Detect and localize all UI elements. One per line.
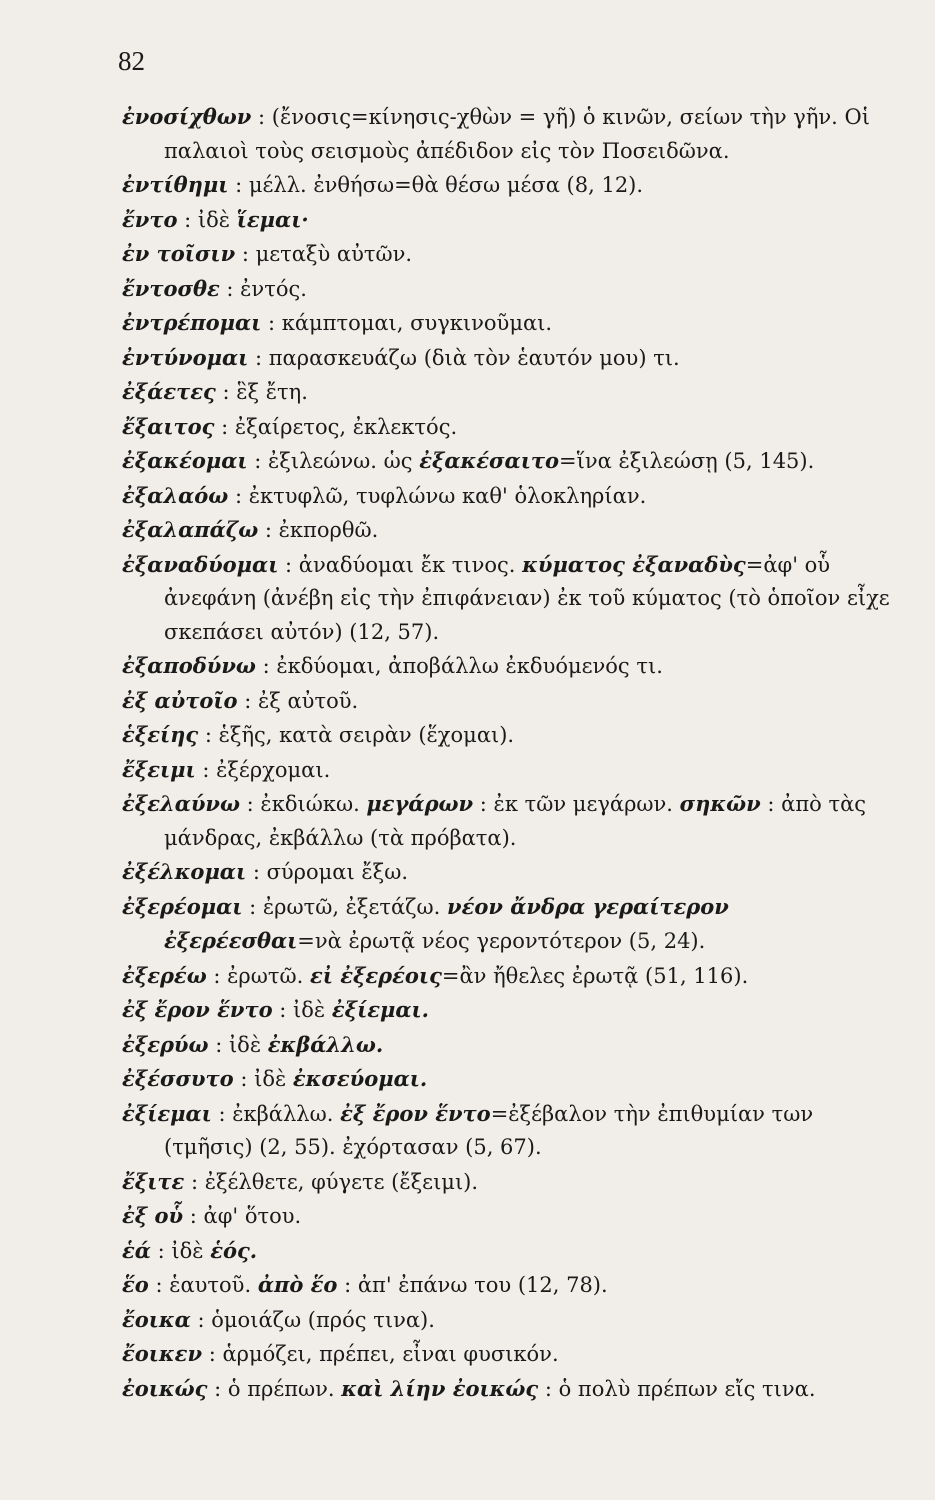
dictionary-entry — [122, 1199, 892, 1234]
dictionary-entry — [122, 959, 892, 994]
entry-headword: ἔοικεν — [122, 1341, 203, 1366]
dictionary-entry — [122, 890, 892, 959]
dictionary-entry — [122, 1062, 892, 1097]
entry-definition: : ἀναδύομαι ἔκ τινος. — [278, 552, 523, 577]
entry-headword: ἐξ ἔρον ἕντο — [122, 997, 273, 1022]
dictionary-entry — [122, 1097, 892, 1165]
entry-headword: ἐοικώς — [122, 1375, 208, 1401]
entry-headword: ἑός. — [210, 1237, 258, 1263]
entry-headword: ἔξιτε — [122, 1168, 185, 1194]
entry-headword: ἐκβάλλω. — [267, 1031, 384, 1057]
dictionary-entry — [122, 237, 892, 272]
entry-definition: : ἀπὸ τὰς μάνδρας, ἐκβάλλω (τὰ πρόβατα). — [164, 792, 867, 850]
dictionary-entry — [122, 1028, 892, 1063]
entry-definition: : κάμπτομαι, συγκινοῦμαι. — [261, 311, 553, 335]
entry-headword: ἐξαναδύομαι — [122, 551, 279, 577]
entry-definition: : ἰδὲ — [272, 998, 332, 1022]
dictionary-entry — [122, 548, 892, 650]
entry-headword: ἐξάετες — [122, 379, 216, 404]
dictionary-entry — [122, 1372, 892, 1407]
entry-definition: =ἀφ' οὗ ἀνεφάνη (ἀνέβη εἰς τὴν ἐπιφάνειαν) ἐκ τοῦ κύματος (τὸ ὁποῖον εἶχε σκεπάσει αὐτόν) (12, 57). — [164, 552, 890, 644]
dictionary-entry — [122, 444, 892, 479]
dictionary-entry — [122, 1165, 892, 1200]
entry-headword: ἐντύνομαι — [122, 344, 249, 370]
entry-definition: : ἰδὲ — [177, 207, 237, 232]
entry-headword: ἐξίεμαι. — [331, 997, 429, 1022]
dictionary-entries — [122, 100, 892, 1406]
entry-headword: κύματος ἐξαναδὺς — [522, 551, 746, 577]
dictionary-entry — [122, 855, 892, 890]
entry-definition: : ἐκδιώκω. — [240, 792, 367, 816]
entry-definition: : ἐξ αὐτοῦ. — [237, 688, 359, 713]
entry-headword: ἐξέσσυτο — [122, 1066, 234, 1091]
entry-headword: ἐξαλαπάζω — [122, 517, 259, 542]
entry-definition: =ἐξέβαλον τὴν ἐπιθυμίαν των (τμῆσις) (2, 55). ἐχόρτασαν (5, 67). — [164, 1101, 814, 1159]
entry-headword: ἐν τοῖσιν — [122, 241, 236, 266]
entry-definition: : μέλλ. ἐνθήσω=θὰ θέσω μέσα (8, 12). — [228, 173, 644, 197]
entry-headword: ἑά — [122, 1237, 151, 1263]
entry-definition: =ἂν ἤθελες ἐρωτᾷ (51, 116). — [441, 963, 749, 988]
entry-headword: ἔξαιτος — [122, 413, 215, 439]
entry-headword: ἔντοσθε — [122, 275, 220, 301]
dictionary-entry — [122, 479, 892, 514]
dictionary-entry — [122, 1268, 892, 1303]
entry-definition: : ὁ πολὺ πρέπων εἴς τινα. — [538, 1376, 816, 1401]
dictionary-entry — [122, 168, 892, 203]
entry-definition: =νὰ ἐρωτᾷ νέος γεροντότερον (5, 24). — [297, 929, 706, 953]
entry-definition: : (ἔνοσις=κίνησις-χθὼν = γῆ) ὁ κινῶν, σείων τὴν γῆν. Οἱ παλαιοὶ τοὺς σεισμοὺς ἀπέδιδον εἰς τὸν Ποσειδῶνα. — [164, 105, 870, 163]
entry-definition: : ἐκτυφλῶ, τυφλώνω καθ' ὁλοκληρίαν. — [228, 483, 647, 508]
entry-headword: ἐξίεμαι — [122, 1100, 212, 1126]
entry-definition: : ἐκπορθῶ. — [258, 518, 379, 542]
entry-headword: σηκῶν — [679, 791, 761, 816]
page-number: 82 — [118, 46, 145, 76]
entry-headword: ἐξέλκομαι — [122, 859, 247, 884]
entry-definition: : ἰδὲ — [233, 1067, 293, 1091]
entry-definition: : ἀφ' ὅτου. — [183, 1204, 302, 1228]
entry-headword: ἔντο — [122, 206, 178, 232]
entry-headword: νέον ἄνδρα γεραίτερον ἐξερέεσθαι — [164, 893, 729, 953]
entry-headword: ἐντρέπομαι — [122, 310, 262, 335]
entry-headword: ἐξερύω — [122, 1031, 209, 1057]
entry-headword: ἐκσεύομαι. — [292, 1066, 428, 1091]
dictionary-entry — [122, 753, 892, 788]
dictionary-entry — [122, 718, 892, 753]
dictionary-entry — [122, 341, 892, 376]
entry-definition: : ὁ πρέπων. — [207, 1376, 342, 1401]
dictionary-entry — [122, 306, 892, 341]
entry-headword: ἐνοσίχθων — [122, 104, 252, 129]
entry-headword: ἀπὸ ἕο — [257, 1272, 338, 1297]
dictionary-entry — [122, 203, 892, 238]
entry-definition: : παρασκευάζω (διὰ τὸν ἑαυτόν μου) τι. — [248, 345, 680, 370]
entry-definition: : ἐξιλεώνω. ὡς — [247, 449, 420, 473]
entry-headword: ἔξειμι — [122, 756, 196, 782]
entry-headword: μεγάρων — [366, 791, 474, 816]
entry-definition: : ὁμοιάζω (πρός τινα). — [190, 1307, 435, 1332]
entry-headword: ἕο — [122, 1272, 149, 1297]
entry-headword: ἐντίθημι — [122, 172, 229, 197]
entry-headword: ἐξαλαόω — [122, 482, 229, 508]
dictionary-entry — [122, 684, 892, 719]
entry-definition: : ἐξαίρετος, ἐκλεκτός. — [214, 414, 458, 439]
dictionary-entry — [122, 993, 892, 1028]
entry-headword: ἐξ αὐτοῖο — [122, 687, 238, 713]
dictionary-entry — [122, 513, 892, 548]
entry-headword: ἐξερέω — [122, 962, 207, 988]
entry-headword: ἐξερέομαι — [122, 893, 243, 919]
entry-definition: : ἐρωτῶ. — [206, 963, 310, 988]
entry-headword: ἐξ ἔρον ἕντο — [340, 1100, 491, 1126]
entry-definition: : ἑαυτοῦ. — [148, 1273, 258, 1297]
entry-headword: ἐξαποδύνω — [122, 653, 256, 678]
dictionary-entry — [122, 272, 892, 307]
entry-definition: : ἐκδύομαι, ἀποβάλλω ἐκδυόμενός τι. — [255, 654, 663, 678]
dictionary-entry — [122, 410, 892, 445]
dictionary-entry — [122, 1234, 892, 1269]
entry-definition: : ἰδὲ — [208, 1032, 268, 1057]
entry-definition: : σύρομαι ἔξω. — [246, 860, 409, 884]
dictionary-entry — [122, 649, 892, 684]
entry-definition: : ἐξέρχομαι. — [195, 757, 331, 782]
dictionary-entry — [122, 787, 892, 855]
entry-definition: =ἵνα ἐξιλεώσῃ (5, 145). — [559, 449, 815, 473]
entry-definition: : ἓξ ἔτη. — [215, 380, 308, 404]
entry-definition: : μεταξὺ αὐτῶν. — [235, 242, 413, 266]
entry-headword: ἔοικα — [122, 1306, 191, 1332]
entry-headword: ἐξελαύνω — [122, 791, 240, 816]
entry-definition: : ἀπ' ἐπάνω του (12, 78). — [337, 1273, 608, 1297]
entry-definition: : ἐκ τῶν μεγάρων. — [473, 792, 680, 816]
dictionary-entry — [122, 1303, 892, 1338]
entry-headword: ἑξείης — [122, 722, 199, 747]
entry-headword: ἐξακέσαιτο — [419, 448, 559, 473]
entry-headword: ἐξακέομαι — [122, 448, 248, 473]
entry-definition: : ἐξέλθετε, φύγετε (ἔξειμι). — [184, 1169, 479, 1194]
entry-definition: : ἁρμόζει, πρέπει, εἶναι φυσικόν. — [202, 1342, 559, 1366]
dictionary-entry — [122, 100, 892, 168]
entry-definition: : ἑξῆς, κατὰ σειρὰν (ἕχομαι). — [198, 723, 515, 747]
entry-definition: : ἐντός. — [219, 276, 307, 301]
entry-definition: : ἐρωτῶ, ἐξετάζω. — [242, 894, 448, 919]
entry-headword: ἐξ οὗ — [122, 1203, 184, 1228]
dictionary-entry — [122, 375, 892, 410]
entry-definition: : ἰδὲ — [150, 1238, 211, 1263]
entry-headword: εἰ ἐξερέοις — [309, 962, 442, 988]
entry-headword: καὶ λίην ἐοικώς — [341, 1375, 539, 1401]
dictionary-entry — [122, 1337, 892, 1372]
entry-definition: : ἐκβάλλω. — [211, 1101, 341, 1126]
entry-headword: ἵεμαι· — [236, 206, 309, 232]
